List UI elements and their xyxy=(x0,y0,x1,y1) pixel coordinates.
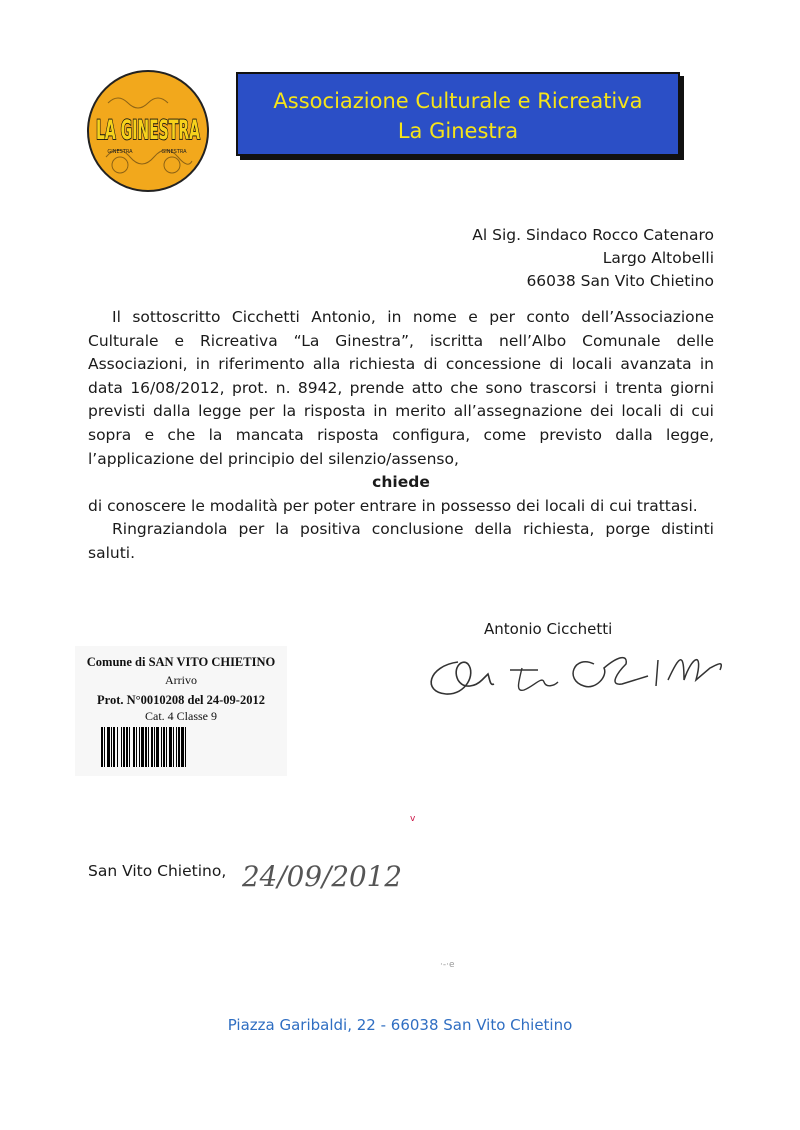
stamp-category: Cat. 4 Classe 9 xyxy=(145,709,217,723)
ink-speck: ·-·e xyxy=(440,960,455,970)
association-subname: La Ginestra xyxy=(397,119,519,143)
la-ginestra-logo xyxy=(86,69,210,193)
signatory-name: Antonio Cicchetti xyxy=(484,620,613,638)
association-name: Associazione Culturale e Ricreativa xyxy=(273,89,643,113)
protocol-stamp xyxy=(75,646,287,776)
stamp-protocol-number: Prot. N°0010208 del 24-09-2012 xyxy=(97,693,265,707)
body-paragraph-3: Ringraziandola per la positiva conclusione della richiesta, porge distinti saluti. xyxy=(88,520,714,562)
stamp-comune: Comune di SAN VITO CHIETINO xyxy=(86,655,276,669)
handwritten-date xyxy=(238,850,408,900)
addressee-city: 66038 San Vito Chietino xyxy=(526,272,714,290)
addressee-street: Largo Altobelli xyxy=(602,249,714,267)
barcode xyxy=(100,727,262,767)
letter-body xyxy=(88,306,714,566)
chiede-heading: chiede xyxy=(372,473,430,492)
svg-text:GINESTRA: GINESTRA xyxy=(161,149,187,155)
svg-text:LA GINESTRA: LA GINESTRA xyxy=(96,115,201,146)
ink-speck: v xyxy=(410,814,416,824)
body-paragraph-1: Il sottoscritto Cicchetti Antonio, in nome e per conto dell’Associazione Culturale e Ricreativa “La Ginestra”, iscritta nell’Albo Comunale delle Associazioni, in riferimento alla richiesta di concessione di locali avanzata in data 16/08/2012, prot. n. 8942, prende atto che sono trascorsi i trenta giorni previsti dalla legge per la risposta in merito all’assegnazione dei locali di cui sopra e che la mancata risposta configura, come previsto dalla legge, l’applicazione del principio del silenzio/assenso, xyxy=(88,308,714,468)
place-label: San Vito Chietino, xyxy=(88,862,227,880)
svg-text:GINESTRA: GINESTRA xyxy=(107,149,133,155)
handwritten-date-text: 24/09/2012 xyxy=(241,860,402,893)
addressee-name: Al Sig. Sindaco Rocco Catenaro xyxy=(472,226,714,244)
association-banner xyxy=(236,72,680,156)
handwritten-signature xyxy=(418,640,738,700)
footer-address: Piazza Garibaldi, 22 - 66038 San Vito Chietino xyxy=(227,1016,573,1034)
addressee-block xyxy=(472,224,714,293)
body-paragraph-2: di conoscere le modalità per poter entrare in possesso dei locali di cui trattasi. xyxy=(88,496,698,515)
stamp-arrivo: Arrivo xyxy=(165,673,197,687)
